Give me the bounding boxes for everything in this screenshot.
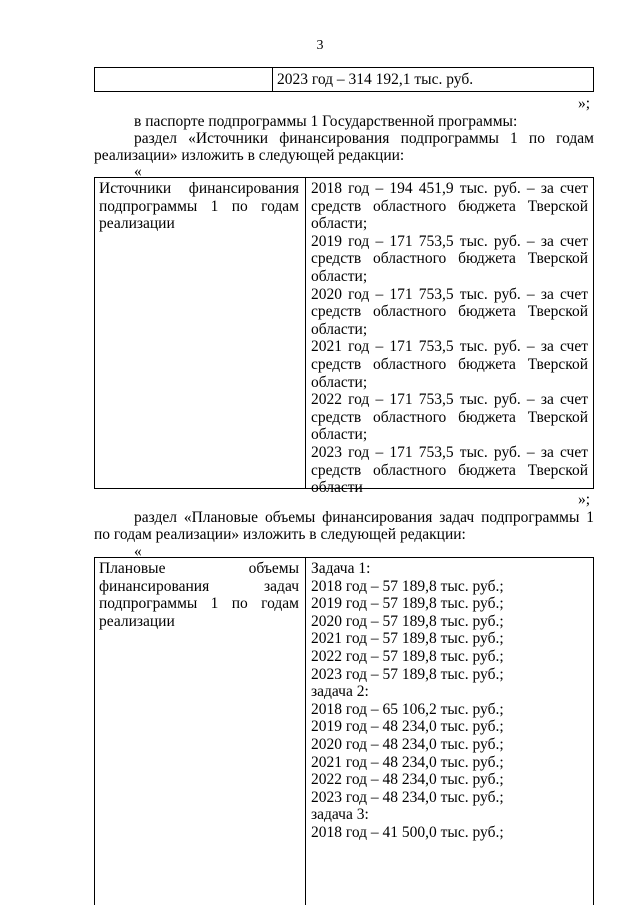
closing-quote-2: »;	[578, 491, 591, 508]
planned-table-values	[311, 560, 588, 842]
value-line: 2022 год – 48 234,0 тыс. руб.;	[311, 771, 504, 789]
value-line: средств областного бюджета Тверской	[311, 197, 588, 215]
value-line: 2023 год – 57 189,8 тыс. руб.;	[311, 665, 504, 683]
value-line: 2021 год – 57 189,8 тыс. руб.;	[311, 630, 504, 648]
value-line: 2019 год – 57 189,8 тыс. руб.;	[311, 595, 504, 613]
value-line: области;	[311, 373, 368, 391]
value-line: средств областного бюджета Тверской	[311, 461, 588, 479]
value-line: области;	[311, 215, 368, 233]
label-line: реализации	[99, 612, 175, 630]
value-line: средств областного бюджета Тверской	[311, 250, 588, 268]
opening-quote-2: «	[134, 543, 142, 560]
paragraph-sources-line2: реализации» изложить в следующей редакции:	[94, 147, 405, 164]
closing-quote-1: »;	[578, 95, 591, 112]
top-table-cell: 2023 год – 314 192,1 тыс. руб.	[277, 71, 474, 88]
top-table	[94, 67, 594, 92]
value-line: 2018 год – 194 451,9 тыс. руб. – за счет	[311, 180, 588, 197]
value-line: 2023 год – 48 234,0 тыс. руб.;	[311, 788, 504, 806]
value-line: 2020 год – 171 753,5 тыс. руб. – за счет	[311, 285, 588, 303]
planned-table-divider	[305, 558, 306, 905]
value-line: 2021 год – 48 234,0 тыс. руб.;	[311, 753, 504, 771]
sources-table-divider	[305, 178, 306, 488]
value-line: средств областного бюджета Тверской	[311, 303, 588, 321]
label-line: Плановые объемы	[99, 560, 299, 577]
value-line: 2022 год – 171 753,5 тыс. руб. – за счет	[311, 391, 588, 409]
value-line: Задача 1:	[311, 560, 371, 577]
sources-table-values	[311, 180, 588, 497]
sources-table	[94, 177, 594, 497]
value-line: задача 2:	[311, 683, 369, 701]
value-line: средств областного бюджета Тверской	[311, 355, 588, 373]
value-line: 2020 год – 48 234,0 тыс. руб.;	[311, 735, 504, 753]
value-line: 2019 год – 171 753,5 тыс. руб. – за счет	[311, 232, 588, 250]
top-table-divider	[272, 68, 273, 91]
value-line: 2019 год – 48 234,0 тыс. руб.;	[311, 718, 504, 736]
paragraph-planned-line1: раздел «Плановые объемы финансирования задач подпрограммы 1	[134, 509, 594, 526]
paragraph-sources-line1: раздел «Источники финансирования подпрограммы 1 по годам	[134, 130, 594, 147]
value-line: области	[311, 479, 363, 497]
paragraph-planned-line2: по годам реализации» изложить в следующей редакции:	[94, 526, 466, 543]
value-line: 2021 год – 171 753,5 тыс. руб. – за счет	[311, 338, 588, 356]
value-line: 2018 год – 41 500,0 тыс. руб.;	[311, 823, 504, 841]
label-line: Источники финансирования	[99, 180, 299, 197]
value-line: задача 3:	[311, 806, 369, 824]
value-line: области;	[311, 320, 368, 338]
page-number: 3	[316, 38, 324, 53]
value-line: 2020 год – 57 189,8 тыс. руб.;	[311, 612, 504, 630]
label-line: реализации	[99, 215, 175, 233]
value-line: 2018 год – 65 106,2 тыс. руб.;	[311, 700, 504, 718]
paragraph-passport: в паспорте подпрограммы 1 Государственной программы:	[134, 113, 518, 130]
value-line: 2022 год – 57 189,8 тыс. руб.;	[311, 647, 504, 665]
planned-table-label	[99, 560, 299, 630]
value-line: средств областного бюджета Тверской	[311, 408, 588, 426]
opening-quote-1: «	[134, 163, 142, 180]
planned-table	[94, 557, 594, 905]
value-line: области;	[311, 426, 368, 444]
label-line: подпрограммы 1 по годам	[99, 595, 299, 613]
value-line: области;	[311, 267, 368, 285]
label-line: подпрограммы 1 по годам	[99, 197, 299, 215]
sources-table-label	[99, 180, 299, 233]
label-line: финансирования задач	[99, 577, 299, 595]
value-line: 2023 год – 171 753,5 тыс. руб. – за счет	[311, 443, 588, 461]
value-line: 2018 год – 57 189,8 тыс. руб.;	[311, 577, 504, 595]
